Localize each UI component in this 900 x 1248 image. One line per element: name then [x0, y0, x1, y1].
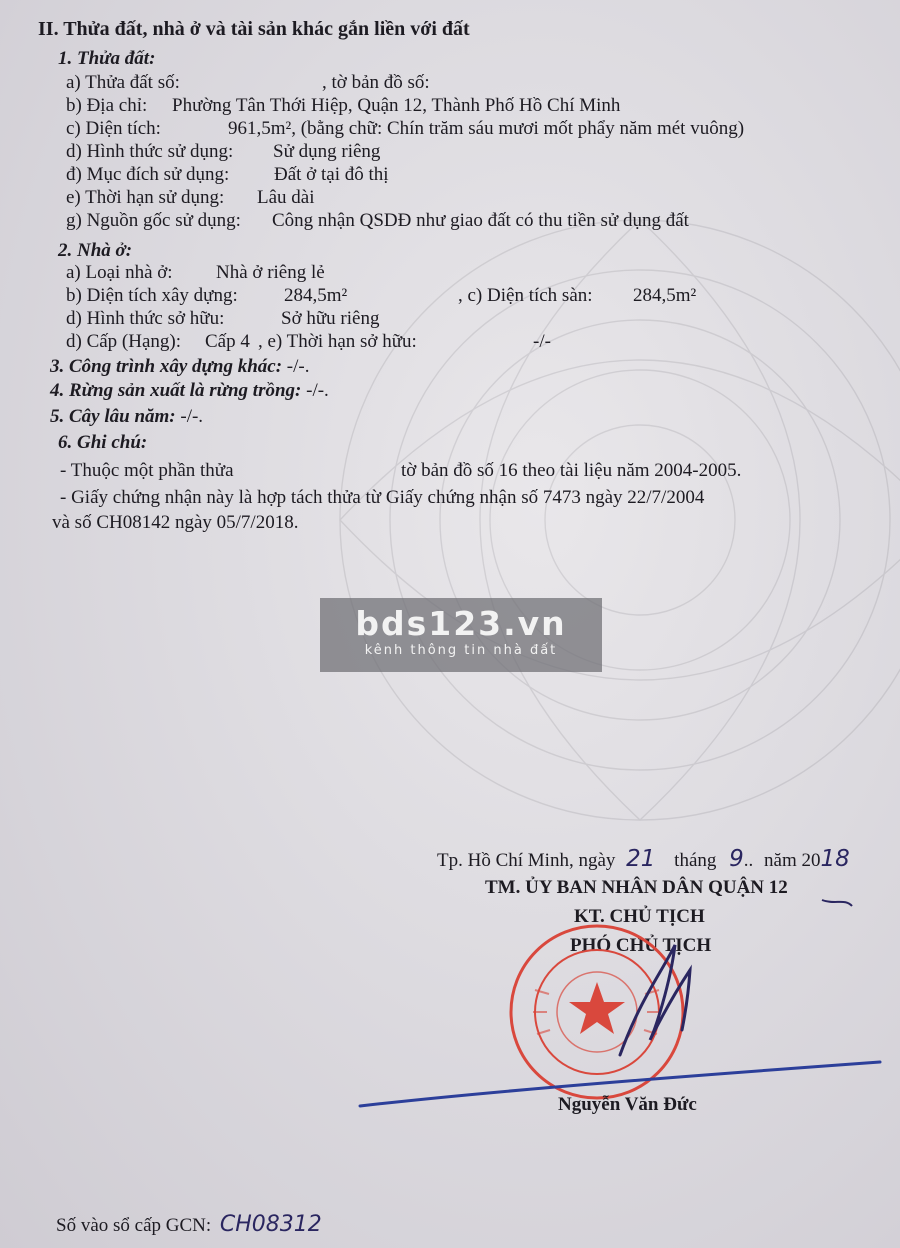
other-works-row [50, 356, 309, 378]
usage-purpose-label: đ) Mục đích sử dụng: [66, 164, 230, 185]
watermark-main: bds123.vn [355, 604, 567, 643]
usage-term-value: Lâu dài [257, 187, 315, 208]
house-section-title: 2. Nhà ở: [58, 240, 133, 261]
registry-number: CH08312 [219, 1212, 322, 1237]
other-works-label: 3. Công trình xây dựng khác: [50, 356, 283, 377]
official-seal [505, 920, 690, 1105]
ownership-label: d) Hình thức sở hữu: [66, 308, 225, 329]
signer-role-2: PHÓ CHỦ TỊCH [570, 935, 712, 956]
house-type-value: Nhà ở riêng lẻ [216, 262, 325, 283]
watermark [320, 598, 602, 672]
signed-day: 21 [626, 846, 656, 872]
note-line-1a: - Thuộc một phần thửa [60, 460, 234, 481]
place-date-prefix: Tp. Hồ Chí Minh, ngày [437, 850, 616, 871]
address-label: b) Địa chỉ: [66, 95, 148, 116]
house-grade-label: d) Cấp (Hạng): [66, 331, 182, 352]
note-line-3: và số CH08142 ngày 05/7/2018. [52, 512, 299, 533]
perennial-value: -/-. [180, 406, 204, 427]
other-works-value: -/-. [286, 356, 310, 377]
year-label: năm 20 [764, 850, 821, 871]
org-scribble [822, 900, 852, 906]
build-area-value: 284,5m² [284, 285, 348, 306]
place-date-line: Tp. Hồ Chí Minh, ngày 21 tháng 9.. năm 2018 [437, 846, 850, 872]
month-label: tháng [674, 850, 717, 871]
house-type-label: a) Loại nhà ở: [66, 262, 173, 283]
address-value: Phường Tân Thới Hiệp, Quận 12, Thành Phố Hồ Chí Minh [172, 95, 621, 116]
house-grade-value: Cấp 4 [205, 331, 250, 352]
signed-year-suffix: 18 [820, 846, 850, 872]
floor-area-label: , c) Diện tích sàn: [458, 285, 593, 306]
usage-origin-value: Công nhận QSDĐ như giao đất có thu tiền sử dụng đất [272, 210, 689, 231]
area-label: c) Diện tích: [66, 118, 161, 139]
ownership-term-value: -/- [533, 331, 551, 352]
section-heading: II. Thửa đất, nhà ở và tài sản khác gắn liền với đất [38, 18, 470, 40]
signer-name: Nguyễn Văn Đức [558, 1094, 697, 1115]
forest-label: 4. Rừng sản xuất là rừng trồng: [50, 380, 302, 401]
area-value: 961,5m², (bằng chữ: Chín trăm sáu mươi mốt phẩy năm mét vuông) [228, 118, 745, 139]
notes-title: 6. Ghi chú: [58, 432, 148, 453]
registry-label: Số vào sổ cấp GCN: [56, 1215, 212, 1236]
forest-value: -/-. [306, 380, 329, 401]
ownership-value: Sở hữu riêng [281, 308, 380, 329]
perennial-label: 5. Cây lâu năm: [50, 406, 176, 427]
parcel-number-label: a) Thửa đất số: [66, 72, 180, 93]
registry-line [56, 1214, 322, 1237]
ownership-term-label: , e) Thời hạn sở hữu: [258, 331, 417, 352]
issuing-authority: TM. ỦY BAN NHÂN DÂN QUẬN 12 [485, 877, 788, 898]
signed-month: 9 [729, 846, 744, 872]
usage-form-value: Sử dụng riêng [273, 141, 381, 162]
build-area-label: b) Diện tích xây dựng: [66, 285, 238, 306]
note-line-1b: tờ bản đồ số 16 theo tài liệu năm 2004-2005. [401, 460, 742, 481]
usage-origin-label: g) Nguồn gốc sử dụng: [66, 210, 241, 231]
map-sheet-label: , tờ bản đồ số: [322, 72, 430, 93]
usage-purpose-value: Đất ở tại đô thị [274, 164, 389, 185]
signer-role-1: KT. CHỦ TỊCH [574, 906, 705, 927]
forest-row [50, 380, 329, 402]
land-section-title: 1. Thửa đất: [58, 48, 156, 69]
watermark-sub: kênh thông tin nhà đất [364, 643, 558, 658]
usage-form-label: d) Hình thức sử dụng: [66, 141, 234, 162]
usage-term-label: e) Thời hạn sử dụng: [66, 187, 225, 208]
floor-area-value: 284,5m² [633, 285, 697, 306]
perennial-row [50, 406, 203, 428]
note-line-2: - Giấy chứng nhận này là hợp tách thửa từ Giấy chứng nhận số 7473 ngày 22/7/2004 [60, 487, 705, 508]
